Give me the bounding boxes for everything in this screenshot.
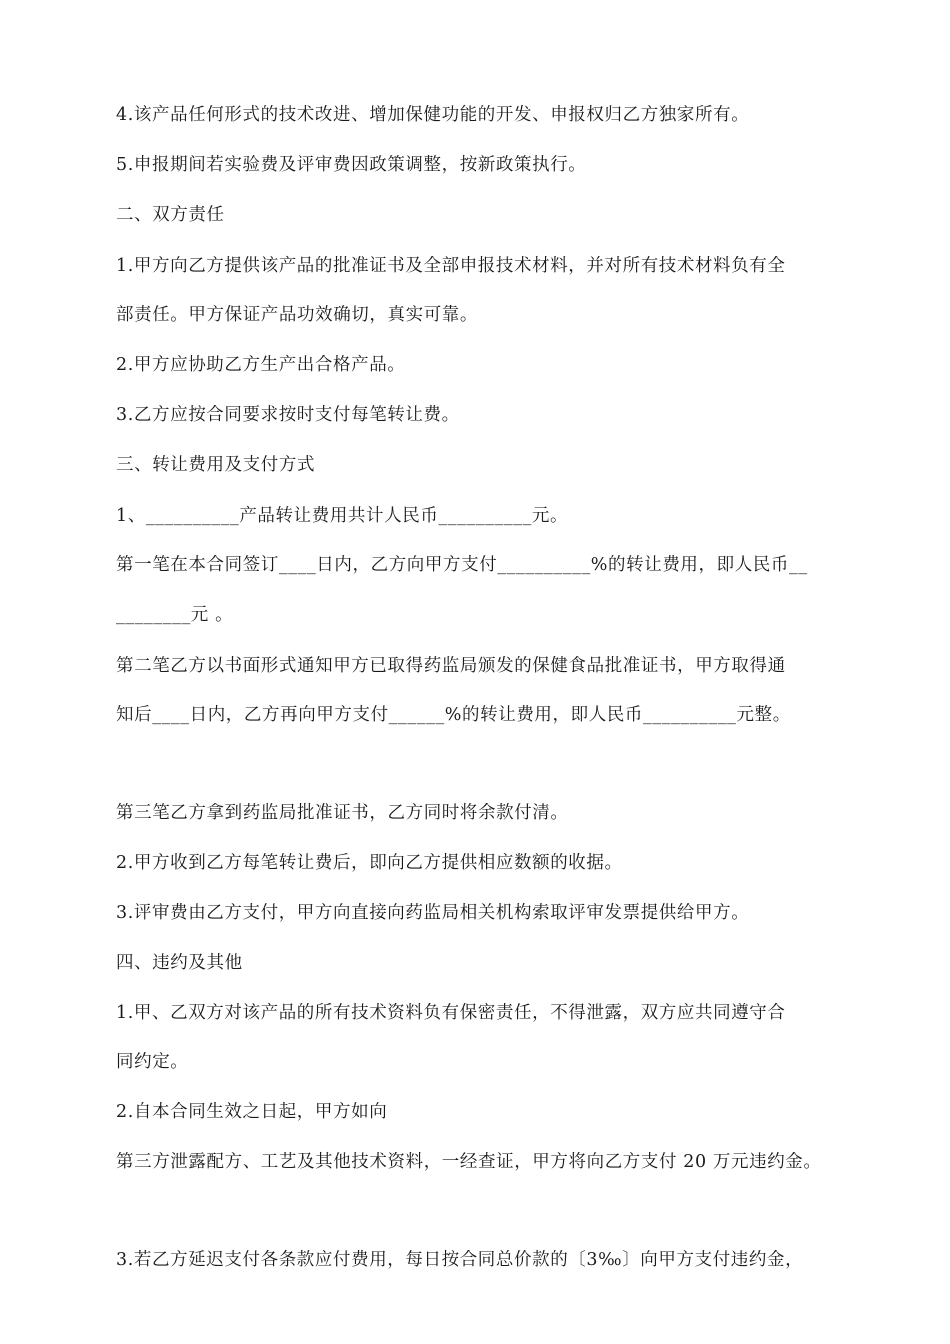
- clause-4-1-line-1: 1.甲、乙双方对该产品的所有技术资料负有保密责任，不得泄露，双方应共同遵守合: [116, 1003, 786, 1023]
- clause-4-2-line-2: 第三方泄露配方、工艺及其他技术资料，一经查证，甲方将向乙方支付 20 万元违约金。: [116, 1152, 822, 1172]
- payment-2-line-2: 知后____日内，乙方再向甲方支付______%的转让费用，即人民币__________元整。: [116, 705, 791, 725]
- clause-4-improvement-rights: 4.该产品任何形式的技术改进、增加保健功能的开发、申报权归乙方独家所有。: [116, 105, 750, 125]
- clause-4-1-line-2: 同约定。: [116, 1052, 189, 1072]
- clause-4-3: 3.若乙方延迟支付各条款应付费用，每日按合同总价款的〔3‰〕向甲方支付违约金，: [116, 1250, 804, 1270]
- clause-3-2: 2.甲方收到乙方每笔转让费后，即向乙方提供相应数额的收据。: [116, 853, 623, 873]
- clause-2-1-line-2: 部责任。甲方保证产品功效确切，真实可靠。: [116, 305, 478, 325]
- clause-3-1: 1、__________产品转让费用共计人民币__________元。: [116, 506, 569, 526]
- payment-2-line-1: 第二笔乙方以书面形式通知甲方已取得药监局颁发的保健食品批准证书，甲方取得通: [116, 656, 786, 676]
- payment-3: 第三笔乙方拿到药监局批准证书，乙方同时将余款付清。: [116, 803, 569, 823]
- section-heading-3: 三、转让费用及支付方式: [116, 455, 316, 475]
- clause-2-3: 3.乙方应按合同要求按时支付每笔转让费。: [116, 405, 460, 425]
- clause-2-2: 2.甲方应协助乙方生产出合格产品。: [116, 355, 406, 375]
- clause-2-1-line-1: 1.甲方向乙方提供该产品的批准证书及全部申报技术材料，并对所有技术材料负有全: [116, 256, 786, 276]
- payment-1-line-1: 第一笔在本合同签订____日内，乙方向甲方支付__________%的转让费用，即人民币__: [116, 555, 808, 575]
- payment-1-line-2: ________元 。: [116, 605, 234, 625]
- clause-5-policy-adjustment: 5.申报期间若实验费及评审费因政策调整，按新政策执行。: [116, 155, 587, 175]
- section-heading-4: 四、违约及其他: [116, 953, 243, 973]
- clause-3-3: 3.评审费由乙方支付，甲方向直接向药监局相关机构索取评审发票提供给甲方。: [116, 903, 750, 923]
- section-heading-2: 二、双方责任: [116, 205, 225, 225]
- clause-4-2-line-1: 2.自本合同生效之日起，甲方如向: [116, 1102, 388, 1122]
